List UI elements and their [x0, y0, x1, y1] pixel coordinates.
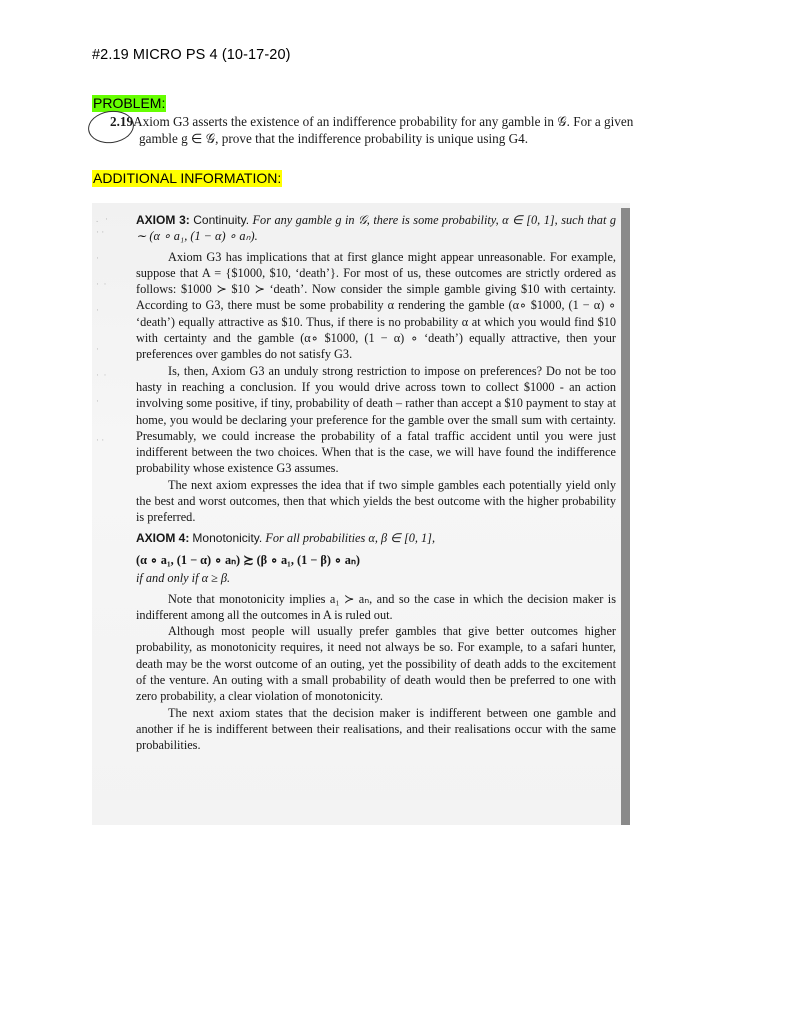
- axiom-4-formula: (α ∘ a₁, (1 − α) ∘ aₙ) ≿ (β ∘ a₁, (1 − β) ∘ aₙ): [136, 552, 360, 567]
- paragraph-4: Note that monotonicity implies a₁ ≻ aₙ, and so the case in which the decision maker is indifferent among all the outcomes in A is ruled out.: [136, 591, 616, 622]
- axiom-4: AXIOM 4: Monotonicity. For all probabilities α, β ∈ [0, 1],: [136, 530, 436, 545]
- problem-statement: [92, 113, 696, 157]
- axiom-4-condition: if and only if α ≥ β.: [136, 571, 231, 586]
- paragraph-2: Is, then, Axiom G3 an unduly strong restriction to impose on preferences? Do not be too hasty in reaching a conclusion. If you would drive across town to collect $1000 - an action involving some positive, if tiny, probability of death – rather than accept a $10 payment to stay at home, you would be declaring your preference for the gamble over the small sum with certainty. Presumably, we could increase the probability of a fatal traffic accident until you were just indifferent between the two choices. When that is the case, we will have found the indifference probability whose existence G3 assumes.: [136, 363, 616, 476]
- problem-number: 2.19: [110, 114, 134, 129]
- bleed-through-text: . · · · · · · · · · · · · ·: [96, 214, 108, 445]
- axiom-3: AXIOM 3: Continuity. For any gamble g in 𝒢, there is some probability, α ∈ [0, 1], such that g ∼ (α ∘ a₁, (1 − α) ∘ aₙ).: [136, 213, 616, 244]
- paragraph-3: The next axiom expresses the idea that if two simple gambles each potentially yield only the best and worst outcomes, then that which yields the best outcome with the higher probability is preferred.: [136, 477, 616, 525]
- scan-text: [136, 212, 616, 754]
- paragraph-5: Although most people will usually prefer gambles that give better outcomes higher probability, as monotonicity requires, it need not always be so. For example, to a safari hunter, death may be the worst outcome of an outing, yet the possibility of death adds to the excitement of the venture. An outing with a small probability of death would then be preferred to one with zero probability, a clear violation of monotonicity.: [136, 624, 616, 704]
- scan-edge-shadow: [621, 208, 630, 825]
- textbook-scan: [92, 203, 630, 825]
- document-title: #2.19 MICRO PS 4 (10-17-20): [92, 47, 291, 63]
- problem-line-1: 2.19Axiom G3 asserts the existence of an indifference probability for any gamble in 𝒢. For a given: [110, 114, 634, 129]
- paragraph-6: The next axiom states that the decision maker is indifferent between one gamble and another if he is indifferent between their realisations, and their realisations occur with the same probabilities.: [136, 705, 616, 753]
- problem-heading: PROBLEM:: [93, 95, 166, 111]
- problem-line-2: gamble g ∈ 𝒢, prove that the indifference probability is unique using G4.: [139, 131, 529, 146]
- additional-info-heading: ADDITIONAL INFORMATION:: [93, 170, 282, 186]
- paragraph-1: Axiom G3 has implications that at first glance might appear unreasonable. For example, suppose that A = {$1000, $10, ‘death’}. For most of us, these outcomes are strictly ordered as follows: $1000 ≻ $10 ≻ ‘death’. Now consider the simple gamble giving $10 with certainty. According to G3, there must be some probability α rendering the gamble (α∘ $1000, (1 − α) ∘ ‘death’) equally attractive as $10. Thus, if there is no probability α at which you would find $10 with certainty and the gamble (α∘ $1000, (1 − α) ∘ ‘death’) equally attractive, then your preferences over gambles do not satisfy G3.: [136, 249, 616, 362]
